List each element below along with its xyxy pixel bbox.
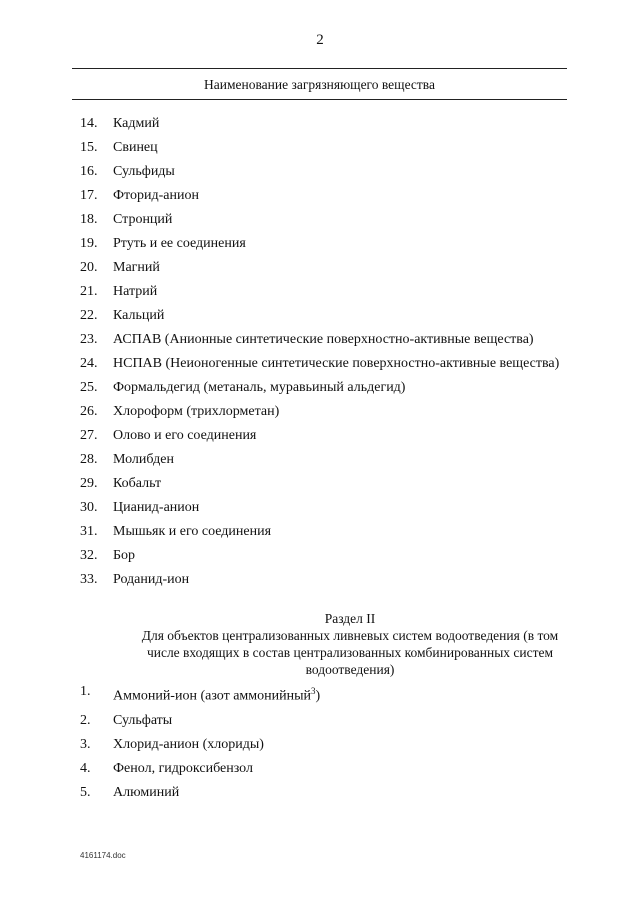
list-item xyxy=(80,115,570,132)
list-item xyxy=(80,307,570,324)
list-item xyxy=(80,259,570,276)
list-item xyxy=(80,571,570,588)
list-item xyxy=(80,547,570,564)
item-number: 24. xyxy=(80,356,98,371)
list-item xyxy=(80,163,570,180)
item-text: Цианид-анион xyxy=(113,500,200,515)
item-number: 18. xyxy=(80,212,98,227)
item-text: Кальций xyxy=(113,308,165,323)
item-text: АСПАВ (Анионные синтетические поверхностно-активные вещества) xyxy=(113,332,534,347)
item-text: Фторид-анион xyxy=(113,188,199,203)
section-list xyxy=(80,683,570,808)
item-number: 1. xyxy=(80,684,91,699)
list-item xyxy=(80,736,570,753)
item-text: Алюминий xyxy=(113,784,180,800)
item-text: Стронций xyxy=(113,212,173,227)
list-item xyxy=(80,403,570,420)
item-text: Кобальт xyxy=(113,476,162,491)
item-text: НСПАВ (Неионогенные синтетические поверхностно-активные вещества) xyxy=(113,356,560,371)
list-item xyxy=(80,712,570,729)
item-text: Ртуть и ее соединения xyxy=(113,236,246,251)
item-text: Бор xyxy=(113,548,136,563)
list-item xyxy=(80,235,570,252)
item-number: 21. xyxy=(80,284,98,299)
item-number: 14. xyxy=(80,116,98,131)
section-title: Раздел II xyxy=(324,611,376,626)
header-top-rule xyxy=(72,68,567,69)
item-text: Хлороформ (трихлорметан) xyxy=(113,404,280,419)
item-number: 33. xyxy=(80,572,98,587)
list-item xyxy=(80,331,570,348)
list-item xyxy=(80,523,570,540)
item-number: 25. xyxy=(80,380,98,395)
item-number: 5. xyxy=(80,784,91,800)
header-bottom-rule xyxy=(72,99,567,100)
item-number: 30. xyxy=(80,500,98,515)
page-number: 2 xyxy=(316,32,324,48)
list-item xyxy=(80,784,570,801)
footnote-marker: 3 xyxy=(311,686,316,696)
list-item xyxy=(80,379,570,396)
list-item xyxy=(80,683,570,705)
substance-list xyxy=(80,115,570,595)
item-number: 22. xyxy=(80,308,98,323)
item-number: 15. xyxy=(80,140,98,155)
list-item xyxy=(80,211,570,228)
item-number: 26. xyxy=(80,404,98,419)
item-number: 31. xyxy=(80,524,98,539)
item-number: 29. xyxy=(80,476,98,491)
list-item xyxy=(80,451,570,468)
item-number: 4. xyxy=(80,760,91,776)
item-text: Кадмий xyxy=(113,116,160,131)
item-number: 23. xyxy=(80,332,98,347)
item-number: 16. xyxy=(80,164,98,179)
item-text: Магний xyxy=(113,260,160,275)
item-text: Натрий xyxy=(113,284,158,299)
item-text: Сульфиды xyxy=(113,164,175,179)
list-item xyxy=(80,427,570,444)
section-subtitle: Для объектов централизованных ливневых систем водоотведения (в том числе входящих в состав централизованных комбинированных систем водоотведения) xyxy=(141,628,559,677)
item-text: Фенол, гидроксибензол xyxy=(113,760,253,776)
item-text: Олово и его соединения xyxy=(113,428,257,443)
list-item xyxy=(80,187,570,204)
section-heading xyxy=(140,610,560,678)
item-number: 17. xyxy=(80,188,98,203)
item-number: 32. xyxy=(80,548,98,563)
list-item xyxy=(80,355,570,372)
item-text: Мышьяк и его соединения xyxy=(113,524,272,539)
list-item xyxy=(80,760,570,777)
item-number: 19. xyxy=(80,236,98,251)
item-number: 20. xyxy=(80,260,98,275)
item-number: 27. xyxy=(80,428,98,443)
item-text: Свинец xyxy=(113,140,158,155)
table-header: Наименование загрязняющего вещества xyxy=(204,77,435,92)
item-text: Аммоний-ион (азот аммонийный xyxy=(113,688,312,704)
item-number: 3. xyxy=(80,736,91,752)
item-text: Формальдегид (метаналь, муравьиный альдегид) xyxy=(113,380,406,395)
list-item xyxy=(80,139,570,156)
footer-filename: 4161174.doc xyxy=(80,851,126,860)
item-text-wrap xyxy=(113,683,570,705)
item-text: Сульфаты xyxy=(113,712,173,728)
item-text-tail: ) xyxy=(315,688,321,704)
list-item xyxy=(80,499,570,516)
item-number: 2. xyxy=(80,712,91,728)
list-item xyxy=(80,283,570,300)
item-text: Хлорид-анион (хлориды) xyxy=(113,736,264,752)
item-number: 28. xyxy=(80,452,98,467)
item-text: Роданид-ион xyxy=(113,572,190,587)
item-text: Молибден xyxy=(113,452,174,467)
list-item xyxy=(80,475,570,492)
